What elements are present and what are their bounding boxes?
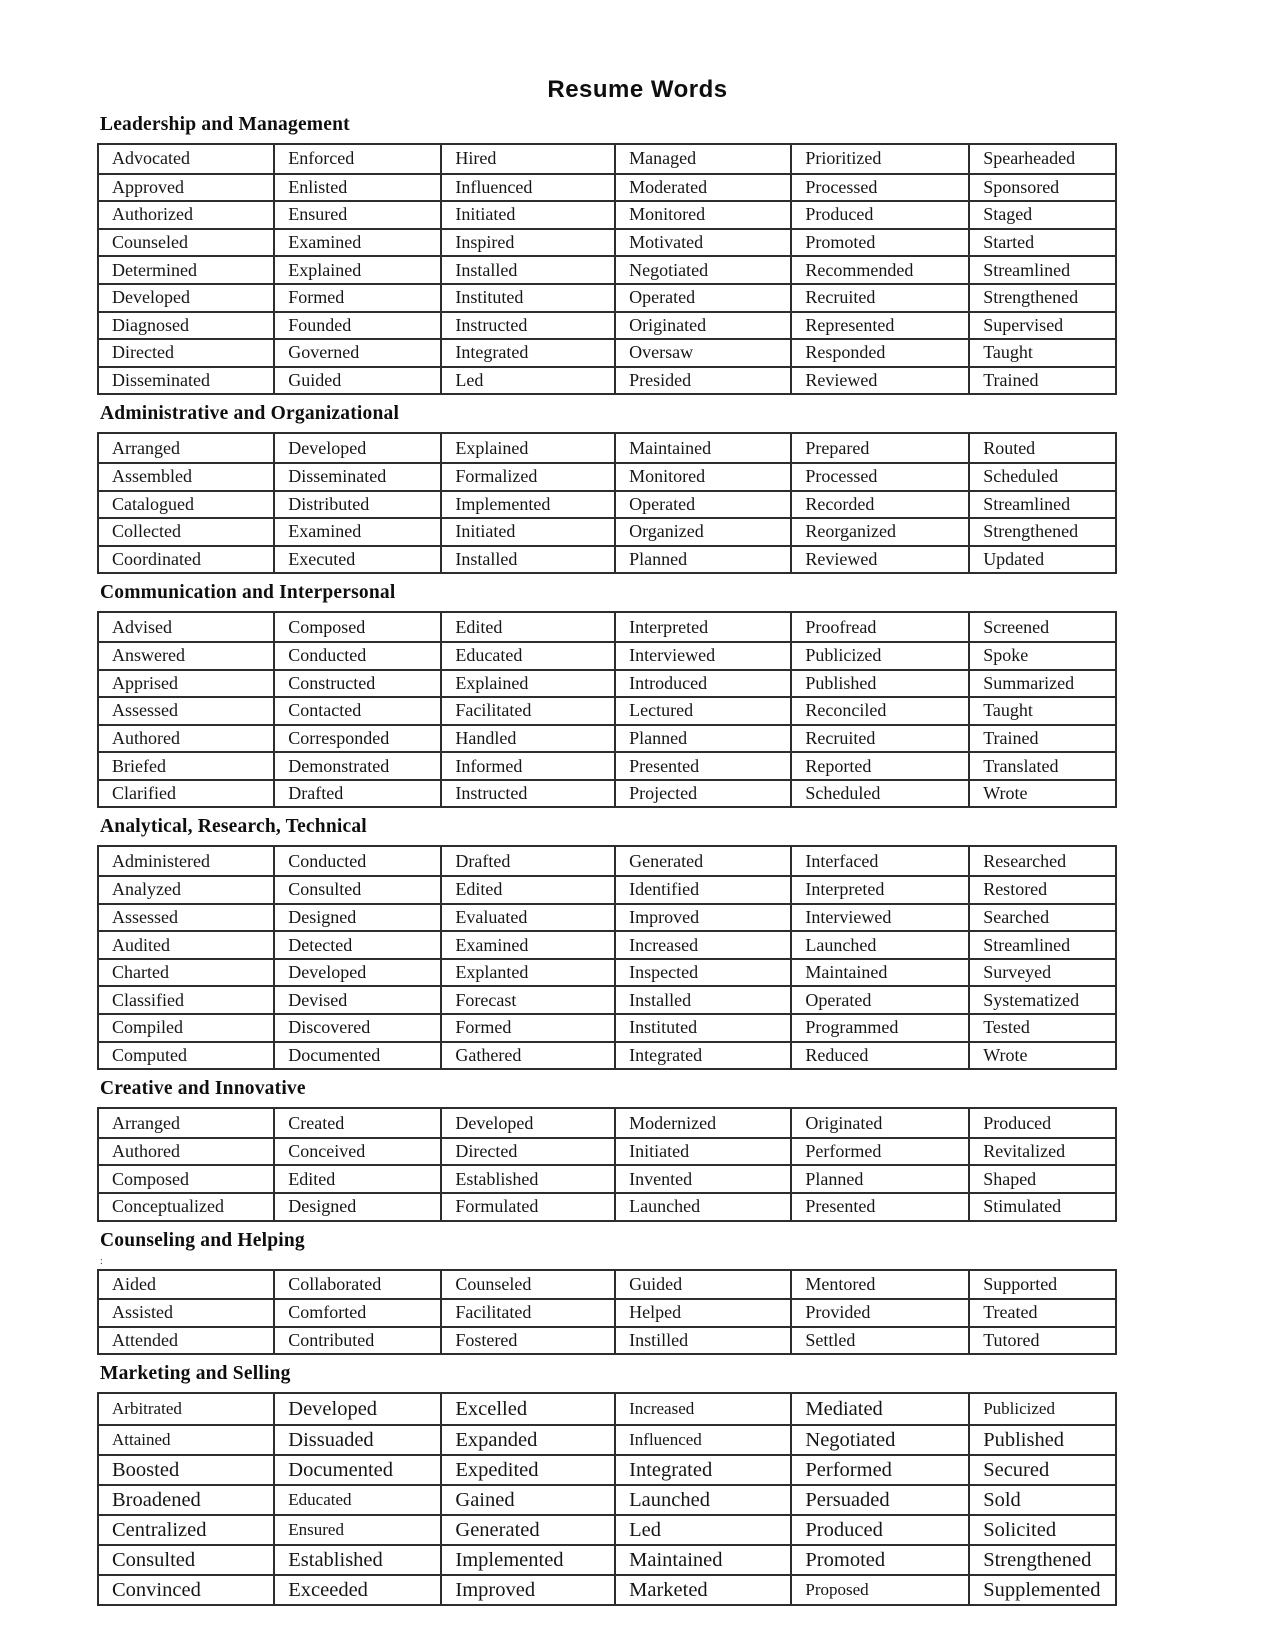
word-cell: Convinced (99, 1574, 275, 1604)
word-table-communication-and-interpersonal (97, 611, 1117, 808)
word-cell: Expanded (442, 1424, 616, 1454)
word-cell: Produced (792, 200, 970, 228)
word-cell: Interviewed (792, 903, 970, 931)
word-cell: Managed (616, 145, 792, 173)
word-cell: Apprised (99, 669, 275, 697)
word-cell: Processed (792, 462, 970, 490)
word-cell: Reviewed (792, 545, 970, 573)
word-cell: Arranged (99, 434, 275, 462)
word-cell: Strengthened (970, 1544, 1115, 1574)
word-cell: Assessed (99, 903, 275, 931)
word-cell: Conducted (275, 641, 442, 669)
word-cell: Promoted (792, 228, 970, 256)
word-cell: Publicized (792, 641, 970, 669)
word-cell: Excelled (442, 1394, 616, 1424)
word-cell: Computed (99, 1041, 275, 1069)
word-cell: Mediated (792, 1394, 970, 1424)
word-cell: Motivated (616, 228, 792, 256)
word-cell: Counseled (442, 1271, 616, 1299)
section-heading: Marketing and Selling (100, 1363, 291, 1385)
word-cell: Instructed (442, 779, 616, 807)
word-cell: Generated (442, 1514, 616, 1544)
word-cell: Sponsored (970, 173, 1115, 201)
word-cell: Counseled (99, 228, 275, 256)
word-cell: Authored (99, 724, 275, 752)
word-cell: Secured (970, 1454, 1115, 1484)
word-cell: Created (275, 1109, 442, 1137)
word-cell: Surveyed (970, 958, 1115, 986)
word-table-leadership-and-management (97, 143, 1117, 395)
word-cell: Increased (616, 1394, 792, 1424)
word-cell: Gained (442, 1484, 616, 1514)
word-cell: Planned (616, 545, 792, 573)
word-cell: Directed (442, 1137, 616, 1165)
word-cell: Analyzed (99, 875, 275, 903)
word-cell: Streamlined (970, 490, 1115, 518)
section-counseling-and-helping (97, 1230, 1117, 1356)
word-cell: Wrote (970, 779, 1115, 807)
word-cell: Launched (792, 930, 970, 958)
word-cell: Negotiated (616, 255, 792, 283)
word-cell: Improved (616, 903, 792, 931)
word-cell: Taught (970, 696, 1115, 724)
section-heading: Counseling and Helping (100, 1229, 305, 1251)
word-cell: Ensured (275, 1514, 442, 1544)
word-cell: Operated (616, 490, 792, 518)
word-cell: Conducted (275, 847, 442, 875)
word-cell: Edited (442, 875, 616, 903)
word-table-creative-and-innovative (97, 1107, 1117, 1221)
word-cell: Operated (792, 985, 970, 1013)
word-cell: Streamlined (970, 930, 1115, 958)
word-cell: Supported (983, 1273, 1058, 1294)
word-cell: Exceeded (275, 1574, 442, 1604)
word-cell: Recruited (792, 724, 970, 752)
word-cell: Translated (970, 751, 1115, 779)
word-cell: Implemented (442, 490, 616, 518)
word-cell: Expedited (442, 1454, 616, 1484)
word-cell: Sold (970, 1484, 1115, 1514)
word-cell: Introduced (616, 669, 792, 697)
word-cell: Improved (442, 1574, 616, 1604)
word-cell: Composed (99, 1164, 275, 1192)
word-cell: Monitored (616, 462, 792, 490)
word-cell: Produced (983, 1112, 1052, 1133)
word-cell: Ensured (275, 200, 442, 228)
word-cell: Recommended (792, 255, 970, 283)
word-cell: Reported (792, 751, 970, 779)
word-cell: Scheduled (970, 462, 1115, 490)
word-cell: Spearheaded (983, 148, 1076, 169)
word-cell: Generated (616, 847, 792, 875)
word-cell: Developed (442, 1109, 616, 1137)
section-marketing-and-selling (97, 1363, 1117, 1606)
word-cell: Examined (275, 228, 442, 256)
word-cell: Presented (792, 1192, 970, 1220)
word-cell: Started (970, 228, 1115, 256)
page-title: Resume Words (547, 76, 728, 103)
word-cell: Classified (99, 985, 275, 1013)
word-cell: Designed (275, 1192, 442, 1220)
word-cell: Stimulated (970, 1192, 1115, 1220)
word-cell: Maintained (616, 1544, 792, 1574)
section-administrative-and-organizational (97, 403, 1117, 574)
word-cell: Comforted (275, 1298, 442, 1326)
section-heading: Communication and Interpersonal (100, 582, 396, 604)
section-leadership-and-management (97, 114, 1117, 395)
word-cell: Informed (442, 751, 616, 779)
word-cell: Maintained (616, 434, 792, 462)
word-cell: Presented (616, 751, 792, 779)
word-cell: Developed (99, 283, 275, 311)
word-cell: Originated (616, 311, 792, 339)
word-cell: Facilitated (442, 1298, 616, 1326)
word-cell: Reviewed (792, 366, 970, 394)
word-cell: Detected (275, 930, 442, 958)
word-cell: Demonstrated (275, 751, 442, 779)
word-cell: Searched (970, 903, 1115, 931)
word-cell: Represented (792, 311, 970, 339)
word-cell: Formalized (442, 462, 616, 490)
word-cell: Initiated (442, 517, 616, 545)
word-cell: Reorganized (792, 517, 970, 545)
word-cell: Solicited (970, 1514, 1115, 1544)
word-cell: Collected (99, 517, 275, 545)
word-cell: Administered (99, 847, 275, 875)
word-cell: Prepared (792, 434, 970, 462)
word-cell: Instituted (442, 283, 616, 311)
word-cell: Consulted (275, 875, 442, 903)
word-cell: Corresponded (275, 724, 442, 752)
word-cell: Founded (275, 311, 442, 339)
word-cell: Oversaw (616, 338, 792, 366)
word-cell: Interpreted (792, 875, 970, 903)
scan-artifact-mark: : (100, 1255, 103, 1267)
word-cell: Drafted (275, 779, 442, 807)
word-cell: Aided (99, 1271, 275, 1299)
word-cell: Centralized (99, 1514, 275, 1544)
word-cell: Lectured (616, 696, 792, 724)
word-cell: Handled (442, 724, 616, 752)
word-cell: Assembled (99, 462, 275, 490)
word-cell: Updated (970, 545, 1115, 573)
word-cell: Supplemented (970, 1574, 1115, 1604)
word-cell: Performed (792, 1454, 970, 1484)
word-cell: Assisted (99, 1298, 275, 1326)
word-cell: Advised (99, 613, 275, 641)
word-cell: Tutored (970, 1326, 1115, 1354)
word-cell: Collaborated (275, 1271, 442, 1299)
word-cell: Mentored (792, 1271, 970, 1299)
word-cell: Installed (442, 255, 616, 283)
word-cell: Wrote (970, 1041, 1115, 1069)
word-cell: Attended (99, 1326, 275, 1354)
word-cell: Formed (275, 283, 442, 311)
word-cell: Projected (616, 779, 792, 807)
word-cell: Authored (99, 1137, 275, 1165)
word-cell: Trained (970, 366, 1115, 394)
word-cell: Inspected (616, 958, 792, 986)
word-cell: Devised (275, 985, 442, 1013)
word-cell: Developed (275, 434, 442, 462)
word-table-counseling-and-helping (97, 1269, 1117, 1356)
word-cell: Boosted (99, 1454, 275, 1484)
word-cell: Developed (275, 958, 442, 986)
word-cell: Explained (442, 669, 616, 697)
word-table-marketing-and-selling (97, 1392, 1117, 1606)
sections-container (97, 114, 1117, 1606)
word-cell: Helped (616, 1298, 792, 1326)
word-cell: Recorded (792, 490, 970, 518)
word-cell: Forecast (442, 985, 616, 1013)
word-cell: Invented (616, 1164, 792, 1192)
word-cell: Formed (442, 1013, 616, 1041)
word-cell: Clarified (99, 779, 275, 807)
word-cell: Edited (442, 613, 616, 641)
word-cell: Persuaded (792, 1484, 970, 1514)
word-cell: Attained (99, 1424, 275, 1454)
word-cell: Published (792, 669, 970, 697)
word-cell: Moderated (616, 173, 792, 201)
word-cell: Explained (442, 434, 616, 462)
word-cell: Strengthened (970, 283, 1115, 311)
word-cell: Governed (275, 338, 442, 366)
word-cell: Organized (616, 517, 792, 545)
word-cell: Briefed (99, 751, 275, 779)
word-cell: Assessed (99, 696, 275, 724)
word-cell: Increased (616, 930, 792, 958)
word-cell: Promoted (792, 1544, 970, 1574)
word-cell: Consulted (99, 1544, 275, 1574)
word-cell: Documented (275, 1041, 442, 1069)
word-cell: Compiled (99, 1013, 275, 1041)
word-cell: Influenced (616, 1424, 792, 1454)
word-cell: Installed (616, 985, 792, 1013)
word-cell: Constructed (275, 669, 442, 697)
word-cell: Guided (275, 366, 442, 394)
word-cell: Systematized (970, 985, 1115, 1013)
word-cell: Initiated (616, 1137, 792, 1165)
word-cell: Reconciled (792, 696, 970, 724)
word-cell: Distributed (275, 490, 442, 518)
word-cell: Dissuaded (275, 1424, 442, 1454)
word-cell: Prioritized (792, 145, 970, 173)
word-cell: Audited (99, 930, 275, 958)
word-cell: Researched (983, 850, 1067, 871)
word-cell: Influenced (442, 173, 616, 201)
word-cell: Disseminated (275, 462, 442, 490)
word-cell: Routed (983, 437, 1036, 458)
word-cell: Maintained (792, 958, 970, 986)
word-cell: Authorized (99, 200, 275, 228)
word-cell: Documented (275, 1454, 442, 1484)
word-cell: Performed (792, 1137, 970, 1165)
word-cell: Operated (616, 283, 792, 311)
word-cell: Restored (970, 875, 1115, 903)
word-cell: Initiated (442, 200, 616, 228)
word-cell: Instituted (616, 1013, 792, 1041)
word-cell: Revitalized (970, 1137, 1115, 1165)
word-cell: Negotiated (792, 1424, 970, 1454)
word-cell: Responded (792, 338, 970, 366)
word-cell: Monitored (616, 200, 792, 228)
word-cell: Enforced (275, 145, 442, 173)
word-cell: Charted (99, 958, 275, 986)
word-cell: Supervised (970, 311, 1115, 339)
section-heading: Administrative and Organizational (100, 403, 400, 425)
word-cell: Coordinated (99, 545, 275, 573)
word-cell: Executed (275, 545, 442, 573)
word-cell: Examined (275, 517, 442, 545)
word-cell: Catalogued (99, 490, 275, 518)
word-cell: Arbitrated (99, 1394, 275, 1424)
word-cell: Identified (616, 875, 792, 903)
word-cell: Launched (616, 1192, 792, 1220)
word-cell: Advocated (99, 145, 275, 173)
word-cell: Approved (99, 173, 275, 201)
word-cell: Educated (275, 1484, 442, 1514)
word-cell: Interpreted (616, 613, 792, 641)
word-cell: Established (275, 1544, 442, 1574)
word-cell: Staged (970, 200, 1115, 228)
word-cell: Marketed (616, 1574, 792, 1604)
word-cell: Interviewed (616, 641, 792, 669)
word-cell: Scheduled (792, 779, 970, 807)
word-cell: Screened (983, 616, 1050, 637)
word-cell: Designed (275, 903, 442, 931)
word-cell: Fostered (442, 1326, 616, 1354)
word-cell: Originated (792, 1109, 970, 1137)
section-heading: Leadership and Management (100, 114, 350, 135)
word-cell: Led (442, 366, 616, 394)
word-cell: Planned (616, 724, 792, 752)
word-cell: Conceptualized (99, 1192, 275, 1220)
word-cell: Composed (275, 613, 442, 641)
word-cell: Determined (99, 255, 275, 283)
word-cell: Discovered (275, 1013, 442, 1041)
word-cell: Installed (442, 545, 616, 573)
word-cell: Educated (442, 641, 616, 669)
word-cell: Proofread (792, 613, 970, 641)
section-communication-and-interpersonal (97, 582, 1117, 808)
section-creative-and-innovative (97, 1078, 1117, 1221)
word-cell: Evaluated (442, 903, 616, 931)
word-cell: Explanted (442, 958, 616, 986)
word-cell: Strengthened (970, 517, 1115, 545)
word-cell: Produced (792, 1514, 970, 1544)
word-cell: Recruited (792, 283, 970, 311)
word-cell: Spoke (970, 641, 1115, 669)
word-cell: Integrated (616, 1041, 792, 1069)
word-cell: Instilled (616, 1326, 792, 1354)
word-cell: Settled (792, 1326, 970, 1354)
section-heading: Creative and Innovative (100, 1078, 306, 1100)
word-cell: Published (970, 1424, 1115, 1454)
word-table-administrative-and-organizational (97, 432, 1117, 574)
word-cell: Examined (442, 930, 616, 958)
word-cell: Launched (616, 1484, 792, 1514)
word-cell: Instructed (442, 311, 616, 339)
word-cell: Taught (970, 338, 1115, 366)
word-cell: Established (442, 1164, 616, 1192)
word-cell: Streamlined (970, 255, 1115, 283)
word-cell: Formulated (442, 1192, 616, 1220)
section-heading: Analytical, Research, Technical (100, 816, 367, 838)
word-cell: Explained (275, 255, 442, 283)
word-cell: Provided (792, 1298, 970, 1326)
word-cell: Directed (99, 338, 275, 366)
word-cell: Trained (970, 724, 1115, 752)
word-cell: Planned (792, 1164, 970, 1192)
word-cell: Developed (275, 1394, 442, 1424)
word-cell: Shaped (970, 1164, 1115, 1192)
word-cell: Inspired (442, 228, 616, 256)
word-cell: Broadened (99, 1484, 275, 1514)
word-cell: Interfaced (792, 847, 970, 875)
word-cell: Integrated (616, 1454, 792, 1484)
word-cell: Hired (442, 145, 616, 173)
word-cell: Disseminated (99, 366, 275, 394)
word-cell: Tested (970, 1013, 1115, 1041)
word-cell: Arranged (99, 1109, 275, 1137)
word-cell: Modernized (616, 1109, 792, 1137)
word-cell: Led (616, 1514, 792, 1544)
word-cell: Drafted (442, 847, 616, 875)
word-cell: Publicized (983, 1399, 1055, 1419)
word-cell: Guided (616, 1271, 792, 1299)
word-cell: Processed (792, 173, 970, 201)
word-cell: Contributed (275, 1326, 442, 1354)
word-cell: Programmed (792, 1013, 970, 1041)
word-cell: Integrated (442, 338, 616, 366)
word-cell: Contacted (275, 696, 442, 724)
section-analytical-research-technical (97, 816, 1117, 1070)
word-cell: Edited (275, 1164, 442, 1192)
word-table-analytical-research-technical (97, 845, 1117, 1070)
word-cell: Proposed (792, 1574, 970, 1604)
word-cell: Summarized (970, 669, 1115, 697)
word-cell: Diagnosed (99, 311, 275, 339)
word-cell: Gathered (442, 1041, 616, 1069)
word-cell: Implemented (442, 1544, 616, 1574)
word-cell: Treated (970, 1298, 1115, 1326)
word-cell: Answered (99, 641, 275, 669)
word-cell: Enlisted (275, 173, 442, 201)
word-cell: Facilitated (442, 696, 616, 724)
word-cell: Conceived (275, 1137, 442, 1165)
word-cell: Reduced (792, 1041, 970, 1069)
word-cell: Presided (616, 366, 792, 394)
